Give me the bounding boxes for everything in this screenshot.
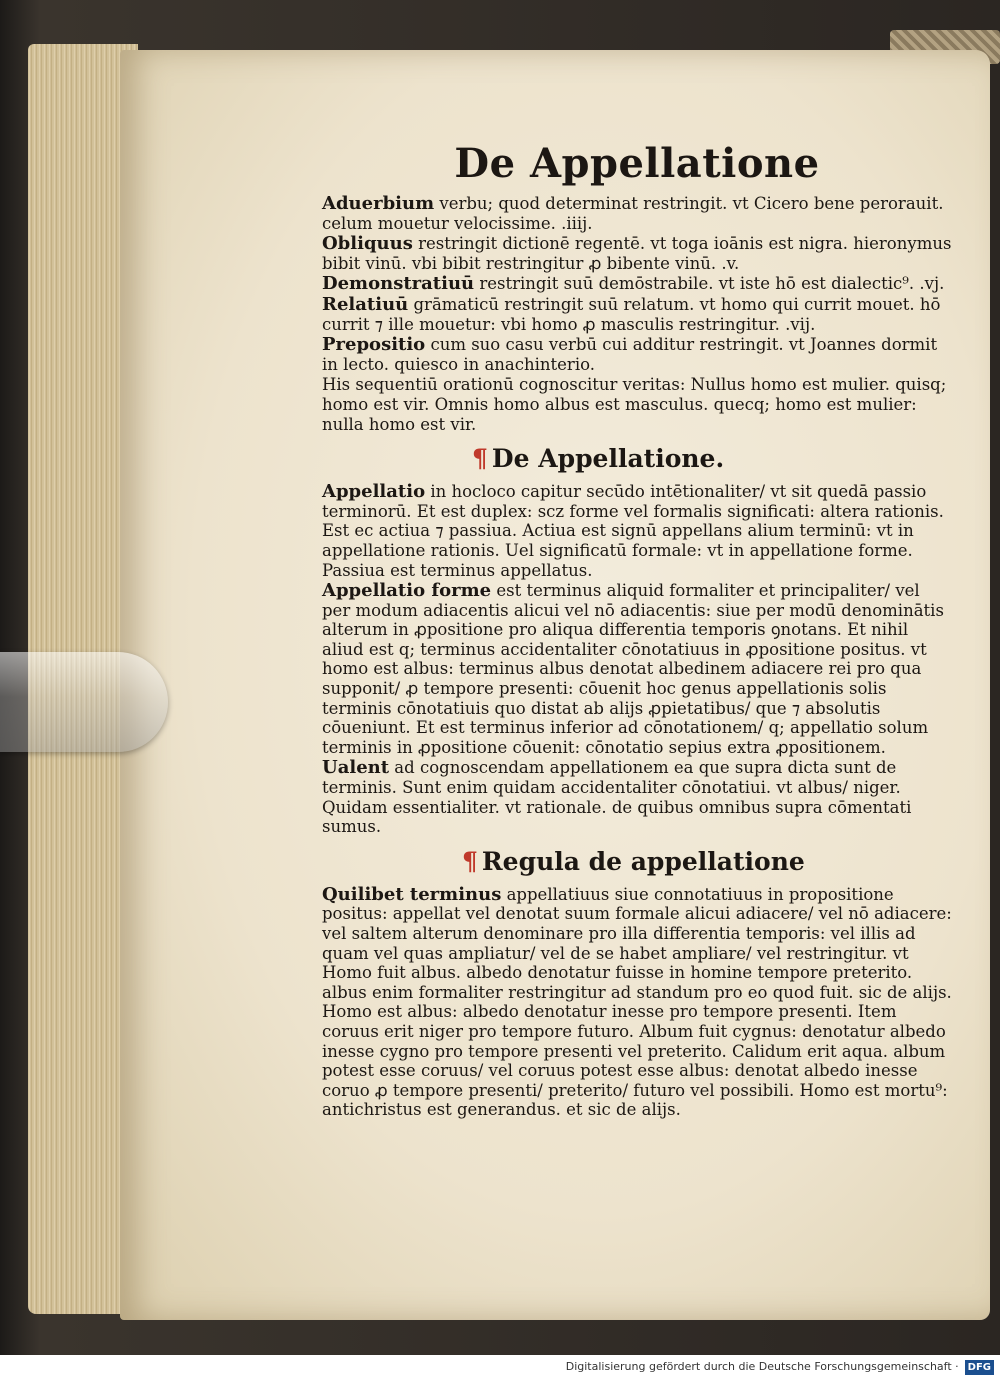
footer-bar (0, 1355, 1000, 1378)
paragraph (322, 234, 952, 273)
lead-word: Appellatio forme (322, 580, 492, 602)
paragraph-text: est terminus aliquid formaliter et principaliter/ vel per modum adiacentis alicui vel nō adiacentis: siue per modū denominātis alterum in ꝓpositione pro aliqua differentia temporis ꝯnotans. Et nihil aliud est q; terminus accidentaliter cōnotatiuus in ꝓpositione positus. vt homo est albus: terminus albus denotat albedinem adiacere rei pro qua supponit/ ꝓ tempore presenti: cōuenit hoc genus appellationis solis terminis cōnotatiuis quo distat ab alijs ꝓpietatibus/ que ⁊ absolutis cōueniunt. Et est terminus inferior ad cōnotationem/ q; appellatio solum terminis in ꝓpositione cōuenit: cōnotatio sepius extra ꝓpositionem. (322, 581, 944, 757)
paragraph-text: ad cognoscendam appellationem ea que supra dicta sunt de terminis. Sunt enim quidam accidentaliter cōnotatiui. vt albus/ niger. Quidam essentialiter. vt rationale. de quibus omnibus supra cōmentati sumus. (322, 758, 912, 837)
glass-page-weight (0, 652, 168, 752)
page-text (322, 138, 952, 1121)
paragraph (322, 295, 952, 334)
paragraph (322, 758, 952, 836)
paragraph-text: cum suo casu verbū cui additur restringit. vt Joannes dormit in lecto. quiesco in anachinterio. (322, 335, 938, 374)
page-title: De Appellatione (454, 140, 820, 187)
paragraph (322, 194, 952, 233)
lead-word: Appellatio (322, 481, 426, 503)
middle-section (322, 482, 952, 837)
lead-word: Aduerbium (322, 193, 435, 214)
lead-word: Prepositio (322, 334, 426, 356)
pilcrow-icon: ¶ (462, 846, 478, 876)
lead-word: Relatiuū (322, 293, 409, 315)
paragraph-text: appellatiuus siue connotatiuus in propositione positus: appellat vel denotat suum formale alicui adiacere/ vel nō adiacere: vel saltem alterum denominare pro illa differentia temporis: vel illis ad quam vel quas ampliatur/ vel de se habet ampliare/ vel restringitur. vt Homo fuit albus. albedo denotatur fuisse in homine tempore preterito. albus enim formaliter restringitur ad standum pro eo quod fuit. sic de alijs. Homo est albus: albedo denotatur inesse pro tempore presenti. Item coruus erit niger pro tempore futuro. Album fuit cygnus: denotatur albedo inesse cygno pro tempore presenti vel preterito. Calidum erit aqua. album potest esse coruus/ vel coruus potest esse albus: denotat albedo inesse coruo ꝓ tempore presenti/ preterito/ futuro vel possibili. Homo est mortu⁹: antichristus est generandus. et sic de alijs. (322, 884, 952, 1120)
paragraph-text: restringit suū demōstrabile. vt iste hō est dialectic⁹. .vj. (474, 274, 945, 294)
footer-credit: Digitalisierung gefördert durch die Deutsche Forschungsgemeinschaft · (565, 1360, 959, 1373)
paragraph-text: in hocloco capitur secūdo intētionaliter/ vt sit quedā passio terminorū. Et est duplex: scz forme vel formalis significati: altera rationis. Est ec actiua ⁊ passiua. Actiua est signū appellans alium terminū: vt in appellatione rationis. Uel significatū formale: vt in appellatione forme. Passiua est terminus appellatus. (322, 482, 944, 580)
lead-word: Quilibet terminus (322, 883, 502, 905)
lead-word: Obliquus (322, 233, 413, 255)
paragraph (322, 581, 952, 757)
lead-word: Ualent (322, 757, 390, 779)
paragraph (322, 375, 952, 434)
section-heading-text: De Appellatione. (491, 444, 725, 474)
paragraph-text: His sequentiū orationū cognoscitur veritas: Nullus homo est mulier. quisq; homo est vir. Omnis homo albus est masculus. quecq; homo est mulier: nulla homo est vir. (322, 375, 947, 434)
paragraph-text: verbu; quod determinat restringit. vt Cicero bene perorauit. celum mouetur velocissime. .iiij. (322, 194, 944, 233)
pilcrow-icon: ¶ (472, 444, 488, 474)
paragraph (322, 885, 952, 1120)
top-section (322, 194, 952, 434)
paragraph (322, 274, 952, 294)
paragraph (322, 482, 952, 580)
bottom-section (322, 885, 952, 1120)
section-heading (322, 845, 952, 879)
paragraph-text: grāmaticū restringit suū relatum. vt homo qui currit mouet. hō currit ⁊ ille mouetur: vbi homo ꝓ masculis restringitur. .vij. (322, 294, 941, 334)
section-heading (322, 442, 952, 476)
dfg-logo-icon: DFG (965, 1360, 994, 1375)
paragraph-text: restringit dictionē regentē. vt toga ioānis est nigra. hieronymus bibit vinū. vbi bibit restringitur ꝓ bibente vinū. .v. (322, 234, 952, 273)
lead-word: Demonstratiuū (322, 273, 475, 295)
paragraph (322, 335, 952, 374)
section-heading-text: Regula de appellatione (481, 846, 805, 876)
